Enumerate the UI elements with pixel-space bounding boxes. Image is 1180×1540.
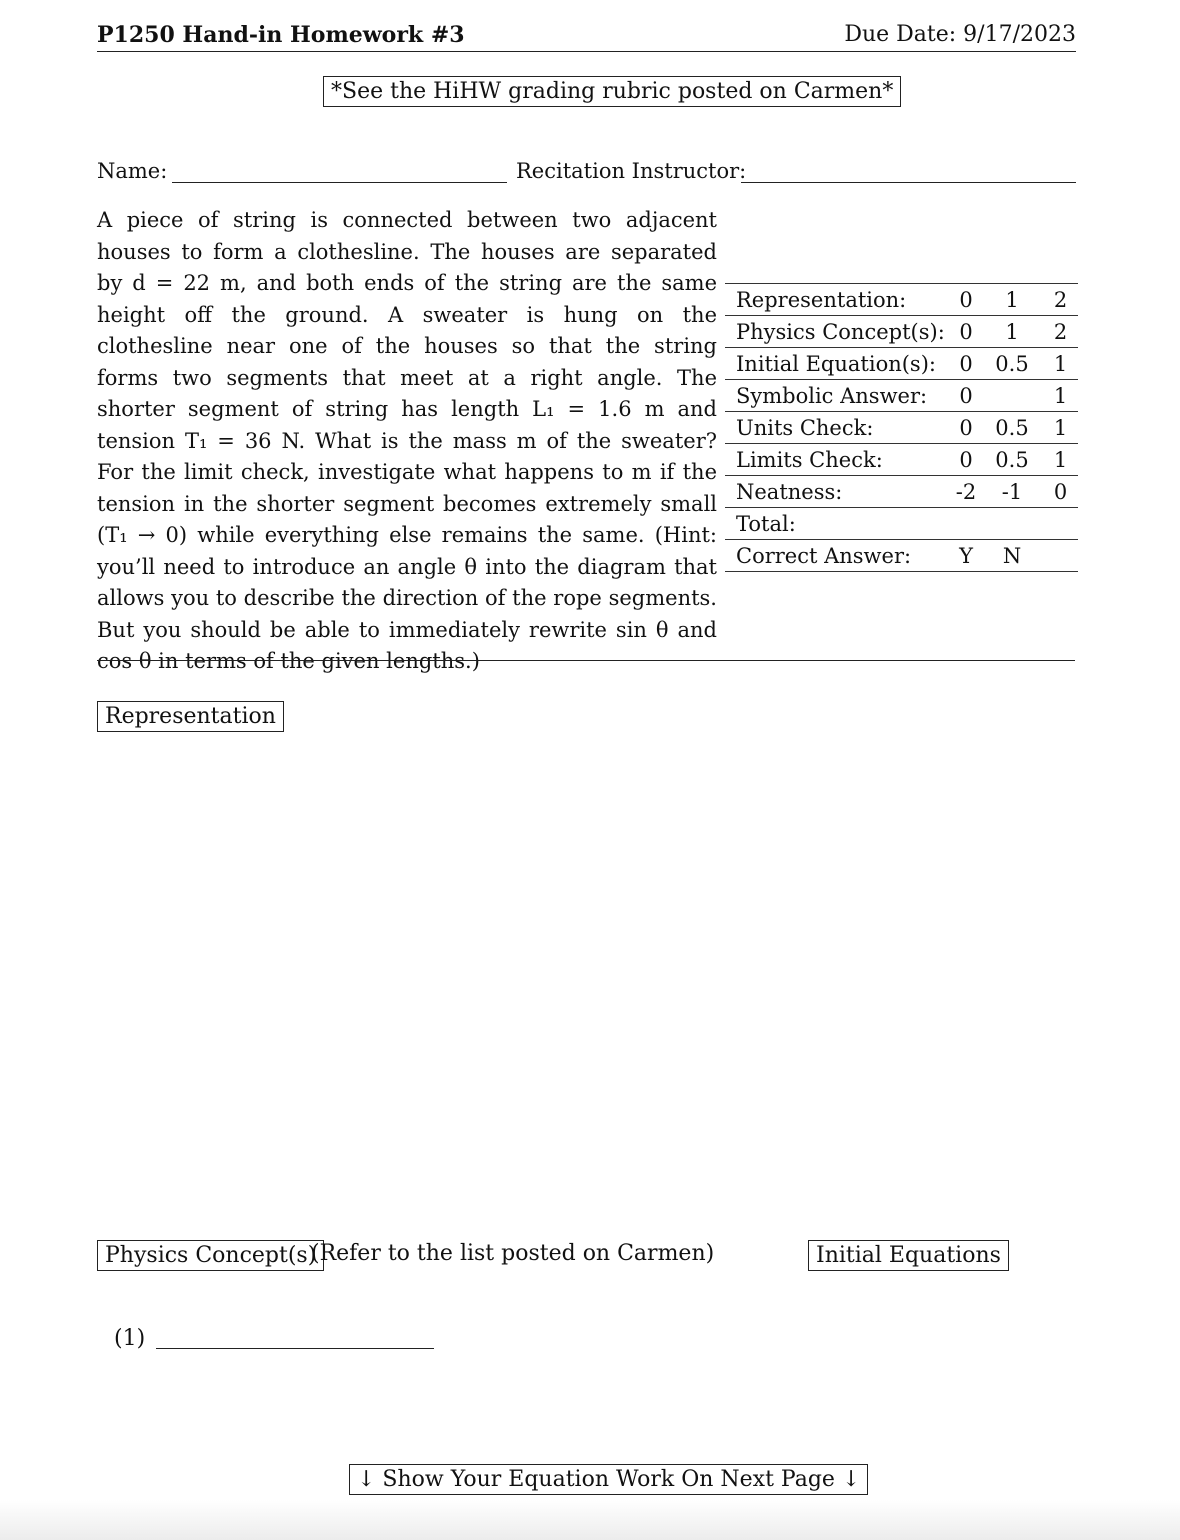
score-table xyxy=(725,283,1078,572)
score-value: 0 xyxy=(951,380,981,412)
score-value: 0 xyxy=(951,412,981,444)
score-value: 0 xyxy=(951,284,981,316)
score-value: 0 xyxy=(951,444,981,476)
score-value: 0.5 xyxy=(981,412,1043,444)
homework-title: P1250 Hand-in Homework #3 xyxy=(97,22,465,48)
score-row-label: Units Check: xyxy=(725,412,951,444)
score-row xyxy=(725,380,1078,412)
score-row-label: Neatness: xyxy=(725,476,951,508)
score-value xyxy=(981,508,1043,540)
score-row-label: Physics Concept(s): xyxy=(725,316,951,348)
score-value xyxy=(951,508,981,540)
score-row xyxy=(725,444,1078,476)
score-value: 2 xyxy=(1043,316,1078,348)
recitation-instructor-label: Recitation Instructor: xyxy=(516,159,747,183)
score-value: 1 xyxy=(981,284,1043,316)
score-row xyxy=(725,316,1078,348)
header-rule xyxy=(97,51,1076,52)
score-value: 0 xyxy=(951,316,981,348)
physics-concepts-heading: Physics Concept(s) xyxy=(97,1240,324,1271)
score-value: N xyxy=(981,540,1043,572)
score-value: 0 xyxy=(1043,476,1078,508)
score-row-label: Limits Check: xyxy=(725,444,951,476)
physics-concepts-note: (Refer to the list posted on Carmen) xyxy=(311,1241,715,1266)
name-label: Name: xyxy=(97,159,168,183)
score-value: 0.5 xyxy=(981,444,1043,476)
concept-item-number: (1) xyxy=(114,1326,146,1351)
representation-heading: Representation xyxy=(97,701,284,732)
score-value: 2 xyxy=(1043,284,1078,316)
score-row xyxy=(725,476,1078,508)
score-value xyxy=(1043,540,1078,572)
score-row xyxy=(725,348,1078,380)
page-bottom-shadow xyxy=(0,1500,1180,1540)
score-value: Y xyxy=(951,540,981,572)
score-row xyxy=(725,508,1078,540)
score-row-label: Representation: xyxy=(725,284,951,316)
score-value: 1 xyxy=(1043,380,1078,412)
score-row-label: Symbolic Answer: xyxy=(725,380,951,412)
concept-answer-line[interactable] xyxy=(156,1348,434,1349)
score-row xyxy=(725,540,1078,572)
score-value: 0.5 xyxy=(981,348,1043,380)
score-row xyxy=(725,284,1078,316)
score-value: -1 xyxy=(981,476,1043,508)
due-date: Due Date: 9/17/2023 xyxy=(844,22,1076,47)
score-row-label: Correct Answer: xyxy=(725,540,951,572)
score-row-label: Initial Equation(s): xyxy=(725,348,951,380)
score-value: 1 xyxy=(1043,444,1078,476)
score-value: 1 xyxy=(1043,348,1078,380)
score-row-label: Total: xyxy=(725,508,951,540)
initial-equations-heading: Initial Equations xyxy=(808,1240,1009,1271)
score-value: 1 xyxy=(1043,412,1078,444)
score-value xyxy=(981,380,1043,412)
problem-statement: A piece of string is connected between two adjacent houses to form a clothesline. The houses are separated by d = 22 m, and both ends of the string are the same height off the ground. A sweater is hung on the clothesline near one of the houses so that the string forms two segments that meet at a right angle. The shorter segment of string has length L₁ = 1.6 m and tension T₁ = 36 N. What is the mass m of the sweater? For the limit check, investigate what happens to m if the tension in the shorter segment becomes extremely small (T₁ → 0) while everything else remains the same. (Hint: you’ll need to introduce an angle θ into the diagram that allows you to describe the direction of the rope segments. But you should be able to immediately rewrite sin θ and cos θ in terms of the given lengths.) xyxy=(97,208,717,673)
next-page-note: ↓ Show Your Equation Work On Next Page ↓ xyxy=(349,1464,868,1495)
score-value: -2 xyxy=(951,476,981,508)
score-value: 1 xyxy=(981,316,1043,348)
name-field[interactable] xyxy=(172,182,507,183)
score-value xyxy=(1043,508,1078,540)
score-value: 0 xyxy=(951,348,981,380)
recitation-instructor-field[interactable] xyxy=(741,182,1076,183)
section-divider xyxy=(97,660,1075,661)
score-row xyxy=(725,412,1078,444)
rubric-note-box: *See the HiHW grading rubric posted on Carmen* xyxy=(323,76,901,107)
